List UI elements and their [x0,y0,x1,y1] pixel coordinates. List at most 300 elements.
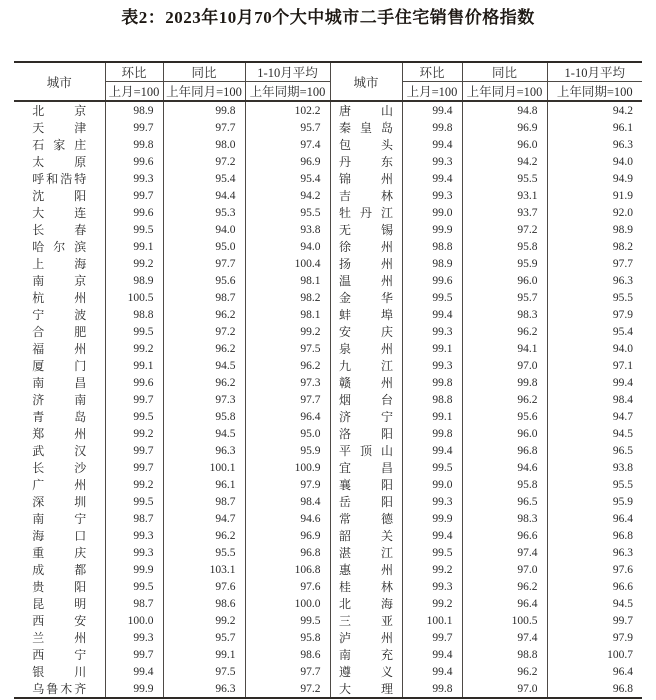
city-name: 吉林 [339,189,393,203]
value-cell: 102.2 [245,101,330,119]
city-cell [330,561,402,578]
value-cell: 97.7 [245,663,330,680]
city-name: 大连 [32,206,87,220]
value-cell: 99.3 [105,629,163,646]
city-name: 昆明 [32,597,87,611]
value-cell: 99.4 [402,527,462,544]
city-name: 西安 [32,614,87,628]
value-cell: 99.5 [105,221,163,238]
city-cell [330,101,402,119]
value-cell: 98.0 [163,136,245,153]
value-cell: 96.8 [547,680,642,698]
value-cell: 96.0 [462,425,547,442]
city-cell [14,255,105,272]
value-cell: 97.2 [163,153,245,170]
city-name: 秦皇岛 [339,121,393,135]
city-cell [330,187,402,204]
city-name: 长沙 [32,461,87,475]
value-cell: 99.9 [402,221,462,238]
city-name: 泸州 [339,631,393,645]
value-cell: 98.7 [163,289,245,306]
header-mom-left: 环比 [105,62,163,82]
value-cell: 99.3 [402,153,462,170]
value-cell: 99.8 [402,119,462,136]
value-cell: 96.9 [245,527,330,544]
value-cell: 98.7 [163,493,245,510]
value-cell: 96.2 [163,527,245,544]
city-name: 丹东 [339,155,393,169]
city-cell [330,459,402,476]
city-cell [14,119,105,136]
city-name: 赣州 [339,376,393,390]
value-cell: 94.7 [163,510,245,527]
table-row [14,595,642,612]
value-cell: 96.2 [462,578,547,595]
value-cell: 96.2 [462,391,547,408]
city-name: 重庆 [32,546,87,560]
value-cell: 94.0 [163,221,245,238]
city-name: 韶关 [339,529,393,543]
city-cell [330,612,402,629]
value-cell: 99.8 [462,374,547,391]
table-row [14,170,642,187]
city-name: 北京 [32,104,87,118]
city-name: 扬州 [339,257,393,271]
value-cell: 96.6 [462,527,547,544]
page-title: 表2：2023年10月70个大中城市二手住宅销售价格指数 [121,8,535,27]
value-cell: 99.2 [105,255,163,272]
value-cell: 99.4 [402,646,462,663]
table-row [14,663,642,680]
city-cell [330,391,402,408]
value-cell: 93.8 [547,459,642,476]
value-cell: 94.2 [462,153,547,170]
value-cell: 97.6 [245,578,330,595]
value-cell: 99.8 [105,136,163,153]
city-cell [330,272,402,289]
value-cell: 96.4 [547,510,642,527]
city-cell [330,170,402,187]
value-cell: 99.8 [402,680,462,698]
city-name: 太原 [32,155,87,169]
value-cell: 97.4 [245,136,330,153]
value-cell: 99.7 [402,629,462,646]
header-yoy-left: 同比 [163,62,245,82]
value-cell: 94.5 [547,595,642,612]
table-row [14,408,642,425]
value-cell: 96.2 [163,374,245,391]
value-cell: 99.4 [547,374,642,391]
city-cell [330,510,402,527]
value-cell: 100.9 [245,459,330,476]
table-row [14,204,642,221]
value-cell: 96.8 [245,544,330,561]
value-cell: 98.6 [163,595,245,612]
table-row [14,459,642,476]
table-row [14,238,642,255]
table-row [14,272,642,289]
city-name: 合肥 [32,325,87,339]
value-cell: 98.9 [547,221,642,238]
value-cell: 96.9 [462,119,547,136]
value-cell: 97.7 [163,255,245,272]
value-cell: 96.8 [547,527,642,544]
value-cell: 95.8 [462,238,547,255]
value-cell: 96.2 [163,340,245,357]
city-name: 青岛 [32,410,87,424]
city-name: 牡丹江 [339,206,393,220]
value-cell: 99.5 [245,612,330,629]
value-cell: 96.2 [245,357,330,374]
header-mom-right: 环比 [402,62,462,82]
city-name: 襄阳 [339,478,393,492]
city-name: 银川 [32,665,87,679]
table-row [14,391,642,408]
value-cell: 100.4 [245,255,330,272]
city-name: 贵阳 [32,580,87,594]
value-cell: 99.6 [105,204,163,221]
city-cell [14,391,105,408]
value-cell: 98.9 [105,272,163,289]
value-cell: 94.2 [245,187,330,204]
value-cell: 99.0 [402,476,462,493]
city-cell [14,374,105,391]
value-cell: 96.4 [547,663,642,680]
city-cell [330,476,402,493]
city-cell [330,629,402,646]
table-row [14,255,642,272]
city-cell [14,561,105,578]
header-avg-right: 1-10月平均 [547,62,642,82]
value-cell: 99.2 [402,595,462,612]
value-cell: 99.1 [105,238,163,255]
value-cell: 96.2 [163,306,245,323]
value-cell: 95.3 [163,204,245,221]
city-name: 三亚 [339,614,393,628]
table-row [14,187,642,204]
city-name: 沈阳 [32,189,87,203]
city-cell [14,340,105,357]
value-cell: 98.2 [245,289,330,306]
value-cell: 97.2 [462,221,547,238]
value-cell: 96.2 [462,663,547,680]
city-cell [14,289,105,306]
value-cell: 99.4 [402,170,462,187]
value-cell: 99.5 [105,408,163,425]
city-cell [14,493,105,510]
value-cell: 94.5 [163,357,245,374]
value-cell: 98.3 [462,510,547,527]
value-cell: 96.8 [462,442,547,459]
city-cell [330,527,402,544]
value-cell: 99.3 [105,527,163,544]
city-cell [14,323,105,340]
city-cell [330,340,402,357]
value-cell: 94.4 [163,187,245,204]
value-cell: 99.2 [402,561,462,578]
city-name: 湛江 [339,546,393,560]
value-cell: 97.2 [245,680,330,698]
city-name: 济宁 [339,410,393,424]
value-cell: 92.0 [547,204,642,221]
value-cell: 97.2 [163,323,245,340]
value-cell: 99.0 [402,204,462,221]
city-cell [14,578,105,595]
table-row [14,425,642,442]
city-name: 天津 [32,121,87,135]
value-cell: 96.3 [547,136,642,153]
value-cell: 95.9 [547,493,642,510]
table-row [14,646,642,663]
header-mom-base-left: 上月=100 [105,82,163,102]
value-cell: 95.7 [462,289,547,306]
value-cell: 96.3 [547,544,642,561]
value-cell: 99.2 [105,340,163,357]
table-row [14,680,642,698]
value-cell: 99.5 [105,578,163,595]
value-cell: 95.9 [245,442,330,459]
table-row [14,323,642,340]
table-row [14,221,642,238]
city-name: 徐州 [339,240,393,254]
city-name: 济南 [32,393,87,407]
value-cell: 99.9 [402,510,462,527]
table-row [14,629,642,646]
value-cell: 100.0 [105,612,163,629]
value-cell: 99.7 [105,187,163,204]
value-cell: 99.3 [402,493,462,510]
value-cell: 97.5 [245,340,330,357]
price-index-table [14,61,642,699]
value-cell: 93.8 [245,221,330,238]
value-cell: 100.7 [547,646,642,663]
value-cell: 96.1 [547,119,642,136]
value-cell: 97.3 [163,391,245,408]
value-cell: 97.9 [245,476,330,493]
city-cell [330,578,402,595]
value-cell: 95.5 [547,476,642,493]
header-row-main [14,62,642,82]
city-cell [14,544,105,561]
value-cell: 95.7 [163,629,245,646]
value-cell: 95.4 [163,170,245,187]
table-row [14,493,642,510]
value-cell: 99.1 [163,646,245,663]
header-row-base [14,82,642,102]
city-name: 南京 [32,274,87,288]
city-name: 宜昌 [339,461,393,475]
value-cell: 106.8 [245,561,330,578]
value-cell: 99.4 [402,101,462,119]
value-cell: 99.3 [105,544,163,561]
value-cell: 95.7 [245,119,330,136]
city-cell [330,595,402,612]
city-name: 广州 [32,478,87,492]
value-cell: 99.7 [547,612,642,629]
city-cell [14,136,105,153]
value-cell: 99.5 [402,544,462,561]
value-cell: 100.1 [402,612,462,629]
table-header [14,62,642,101]
city-name: 成都 [32,563,87,577]
value-cell: 97.0 [462,357,547,374]
value-cell: 95.6 [462,408,547,425]
value-cell: 98.1 [245,272,330,289]
city-cell [330,221,402,238]
city-name: 惠州 [339,563,393,577]
value-cell: 97.7 [245,391,330,408]
city-name: 包头 [339,138,393,152]
city-name: 石家庄 [32,138,87,152]
city-name: 乌鲁木齐 [32,682,87,696]
city-name: 洛阳 [339,427,393,441]
value-cell: 97.9 [547,306,642,323]
city-cell [330,425,402,442]
city-cell [330,289,402,306]
city-name: 宁波 [32,308,87,322]
city-cell [14,204,105,221]
header-city-right: 城市 [330,62,402,101]
value-cell: 103.1 [163,561,245,578]
city-name: 九江 [339,359,393,373]
city-cell [14,101,105,119]
city-cell [330,119,402,136]
value-cell: 99.5 [105,323,163,340]
value-cell: 93.7 [462,204,547,221]
city-cell [330,323,402,340]
value-cell: 98.2 [547,238,642,255]
value-cell: 99.4 [105,663,163,680]
city-name: 哈尔滨 [32,240,87,254]
value-cell: 99.4 [402,306,462,323]
city-cell [330,374,402,391]
city-name: 南昌 [32,376,87,390]
value-cell: 98.8 [402,391,462,408]
value-cell: 93.1 [462,187,547,204]
city-cell [330,357,402,374]
value-cell: 95.8 [163,408,245,425]
city-name: 安庆 [339,325,393,339]
city-name: 北海 [339,597,393,611]
city-cell [330,204,402,221]
city-name: 厦门 [32,359,87,373]
value-cell: 91.9 [547,187,642,204]
city-name: 大理 [339,682,393,696]
city-name: 桂林 [339,580,393,594]
value-cell: 98.4 [245,493,330,510]
value-cell: 96.2 [462,323,547,340]
city-name: 兰州 [32,631,87,645]
city-cell [14,646,105,663]
city-cell [14,527,105,544]
city-cell [14,680,105,698]
value-cell: 99.1 [105,357,163,374]
city-cell [14,595,105,612]
value-cell: 99.7 [105,391,163,408]
value-cell: 96.6 [547,578,642,595]
value-cell: 96.0 [462,136,547,153]
city-cell [14,187,105,204]
value-cell: 98.8 [402,238,462,255]
value-cell: 97.6 [163,578,245,595]
value-cell: 97.7 [163,119,245,136]
table-row [14,153,642,170]
table-row [14,374,642,391]
table-row [14,544,642,561]
city-cell [14,170,105,187]
city-cell [14,510,105,527]
city-name: 武汉 [32,444,87,458]
value-cell: 99.9 [105,680,163,698]
city-name: 蚌埠 [339,308,393,322]
value-cell: 96.3 [163,442,245,459]
city-cell [330,136,402,153]
city-cell [330,493,402,510]
city-cell [330,442,402,459]
header-city-left: 城市 [14,62,105,101]
value-cell: 94.9 [547,170,642,187]
value-cell: 94.6 [462,459,547,476]
value-cell: 96.4 [462,595,547,612]
city-cell [330,306,402,323]
value-cell: 99.2 [105,476,163,493]
table-row [14,306,642,323]
city-cell [14,476,105,493]
value-cell: 99.8 [163,101,245,119]
value-cell: 96.0 [462,272,547,289]
value-cell: 97.5 [163,663,245,680]
city-cell [14,306,105,323]
value-cell: 99.2 [105,425,163,442]
city-cell [14,153,105,170]
city-cell [14,612,105,629]
value-cell: 99.8 [402,425,462,442]
city-name: 金华 [339,291,393,305]
value-cell: 97.0 [462,680,547,698]
value-cell: 99.4 [402,136,462,153]
value-cell: 96.9 [245,153,330,170]
city-name: 西宁 [32,648,87,662]
value-cell: 98.1 [245,306,330,323]
value-cell: 95.5 [547,289,642,306]
table-row [14,357,642,374]
value-cell: 99.5 [105,493,163,510]
city-name: 南充 [339,648,393,662]
value-cell: 99.2 [245,323,330,340]
value-cell: 97.1 [547,357,642,374]
city-cell [330,255,402,272]
value-cell: 99.1 [402,408,462,425]
value-cell: 97.9 [547,629,642,646]
value-cell: 94.2 [547,101,642,119]
value-cell: 99.6 [402,272,462,289]
city-cell [330,663,402,680]
value-cell: 96.1 [163,476,245,493]
header-avg-base-right: 上年同期=100 [547,82,642,102]
city-name: 呼和浩特 [32,172,87,186]
value-cell: 99.3 [402,357,462,374]
city-name: 岳阳 [339,495,393,509]
city-name: 泉州 [339,342,393,356]
table-row [14,340,642,357]
value-cell: 99.6 [105,374,163,391]
table-row [14,119,642,136]
header-yoy-base-right: 上年同月=100 [462,82,547,102]
value-cell: 95.5 [163,544,245,561]
value-cell: 94.0 [547,340,642,357]
city-cell [330,153,402,170]
value-cell: 98.9 [105,101,163,119]
